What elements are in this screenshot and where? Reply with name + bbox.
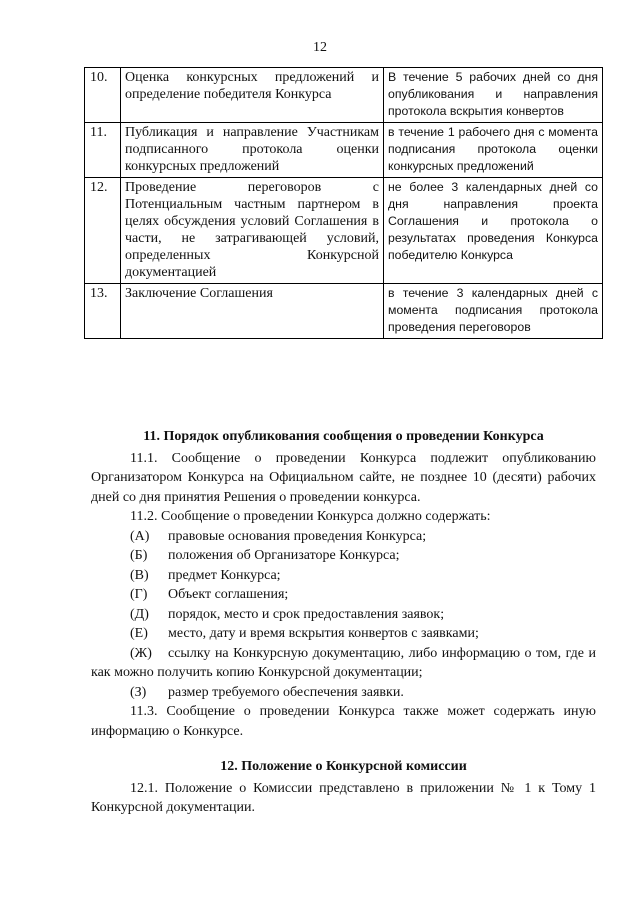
row-number: 10. [85,68,121,123]
document-body [91,427,596,818]
section-12-heading: 12. Положение о Конкурсной комиссии [220,759,467,774]
list-text: место, дату и время вскрытия конвертов с заявками; [168,626,479,641]
list-text: порядок, место и срок предоставления заявок; [168,606,445,622]
list-marker: (З) [130,684,147,700]
list-text: Объект соглашения; [168,587,289,602]
table-row [85,123,603,178]
row-number: 11. [85,123,121,178]
list-text: предмет Конкурса; [168,567,281,583]
paragraph-11-1: 11.1. Сообщение о проведении Конкурса подлежит опубликованию Организатором Конкурса на Официальном сайте, не позднее 10 (десяти) рабочих дней со дня принятия Решения о проведении конкурса. [91,450,596,505]
row-term: в течение 1 рабочего дня с момента подписания протокола оценки конкурсных предложений [384,123,603,178]
row-term: в течение 3 календарных дней с момента подписания протокола проведения переговоров [384,284,603,339]
row-number: 13. [85,284,121,339]
list-item [91,605,596,625]
list-item [91,683,596,703]
row-action: Публикация и направление Участникам подписанного протокола оценки конкурсных предложений [121,123,384,178]
row-action: Заключение Соглашения [121,284,384,339]
list-item [91,527,596,547]
list-marker: (Д) [130,606,149,622]
schedule-table [84,67,603,339]
list-item [91,546,596,566]
list-marker: (В) [130,567,149,583]
list-marker: (Е) [130,626,148,641]
row-action: Проведение переговоров с Потенциальным частным партнером в целях обсуждения условий Соглашения в части, не затрагивающей условий, определенных Конкурсной документацией [121,178,384,284]
list-marker: (А) [130,528,150,544]
list-marker: (Ж) [130,645,152,661]
list-text: размер требуемого обеспечения заявки. [168,684,404,700]
table-row [85,178,603,284]
row-action: Оценка конкурсных предложений и определение победителя Конкурса [121,68,384,123]
row-term: не более 3 календарных дней со дня направления проекта Соглашения и протокола о результатах проведения Конкурса победителю Конкурса [384,178,603,284]
table-row [85,68,603,123]
section-11-heading: 11. Порядок опубликования сообщения о проведении Конкурса [143,429,544,444]
table-row [85,284,603,339]
list-item [91,566,596,586]
row-term: В течение 5 рабочих дней со дня опубликования и направления протокола вскрытия конвертов [384,68,603,123]
list-marker: (Б) [130,548,148,563]
paragraph-12-1: 12.1. Положение о Комиссии представлено в приложении № 1 к Тому 1 Конкурсной документации. [91,780,596,815]
row-number: 12. [85,178,121,284]
paragraph-11-3: 11.3. Сообщение о проведении Конкурса также может содержать иную информацию о Конкурсе. [91,704,596,739]
list-text: правовые основания проведения Конкурса; [168,528,427,544]
page-number: 12 [313,40,327,55]
list-item [91,585,596,605]
paragraph-11-2: 11.2. Сообщение о проведении Конкурса должно содержать: [130,509,491,524]
list-marker: (Г) [130,587,148,602]
list-item [91,644,596,683]
list-text: положения об Организаторе Конкурса; [168,548,400,563]
list-text: ссылку на Конкурсную документацию, либо информацию о том, где и как можно получить копию Конкурсной документации; [91,645,596,680]
list-item [91,624,596,644]
